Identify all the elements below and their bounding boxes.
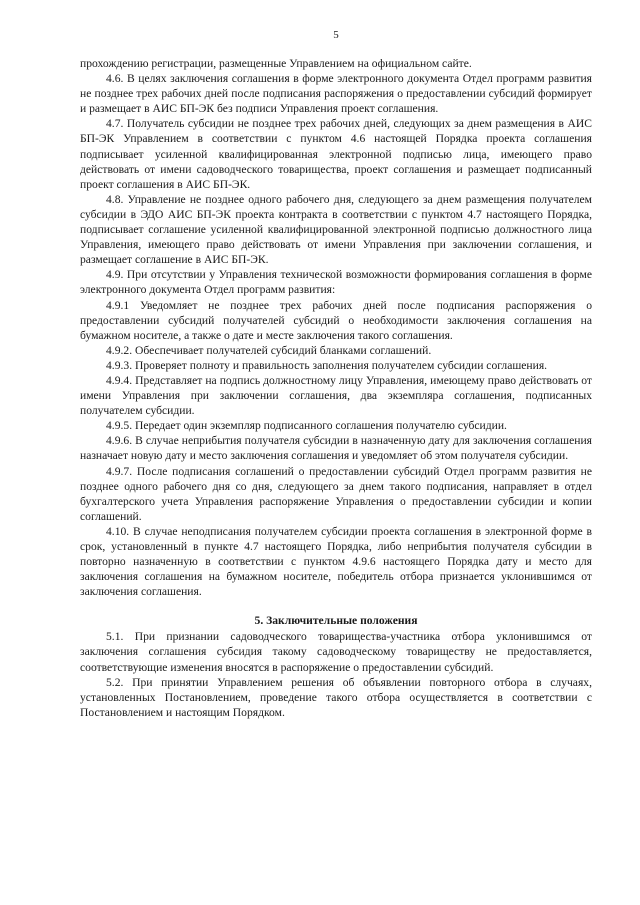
paragraph-4-7: 4.7. Получатель субсидии не позднее трех рабочих дней, следующих за днем размещения в АИС БП-ЭК Управлением в соответствии с пунктом 4.6 настоящей Порядка проекта соглашения подписывает усиленной квалифицированная электронной подписью лица, имеющего право действовать от имени садоводческого товарищества, проект соглашения и размещает подписанный проект соглашения в АИС БП-ЭК. bbox=[80, 117, 592, 191]
page-number: 5 bbox=[333, 29, 339, 41]
paragraph-4-9-7: 4.9.7. После подписания соглашений о предоставлении субсидий Отдел программ развития не позднее одного рабочего дня со дня, следующего за днем такого подписания, направляет в отдел бухгалтерского учета Управления распоряжение Управления о предоставлении субсидии и копии соглашений. bbox=[80, 464, 592, 523]
document-body-bottom bbox=[80, 629, 592, 720]
paragraph-cont: прохождению регистрации, размещенные Управлением на официальном сайте. bbox=[80, 57, 472, 70]
paragraph-4-9-2: 4.9.2. Обеспечивает получателей субсидий бланками соглашений. bbox=[106, 343, 432, 357]
paragraph-4-9-6: 4.9.6. В случае неприбытия получателя субсидии в назначенную дату для заключения соглашения назначает новую дату и место заключения соглашения и уведомляет об этом получателя субсидии. bbox=[80, 434, 592, 463]
section-title: 5. Заключительные положения bbox=[254, 614, 418, 628]
paragraph-4-9-1: 4.9.1 Уведомляет не позднее трех рабочих дней после подписания распоряжения о предоставлении субсидий получателей субсидий о необходимости заключения соглашения на бумажном носителе, а также о дате и месте заключения такого соглашения. bbox=[80, 298, 592, 342]
paragraph-5-1: 5.1. При признании садоводческого товарищества-участника отбора уклонившимся от заключения соглашения субсидия такому садоводческому товариществу не предоставляется, соответствующие изменения вносятся в распоряжение о предоставлении субсидий. bbox=[80, 630, 592, 674]
paragraph-4-9-5: 4.9.5. Передает один экземпляр подписанного соглашения получателю субсидии. bbox=[106, 419, 507, 433]
paragraph-4-9: 4.9. При отсутствии у Управления технической возможности формирования соглашения в форме электронного документа Отдел программ развития: bbox=[80, 268, 592, 297]
paragraph-4-9-3: 4.9.3. Проверяет полноту и правильность заполнения получателем субсидии соглашения. bbox=[106, 358, 548, 372]
paragraph-4-8: 4.8. Управление не позднее одного рабочего дня, следующего за днем размещения получателем субсидии в ЭДО АИС БП-ЭК проекта контракта в соответствии с пунктом 4.7 настоящего Порядка, подписывает соглашение усиленной квалифицированной электронной подписью должностного лица Управления, имеющего право действовать от имени Управления при заключении соглашения, и размещает соглашение в АИС БП-ЭК. bbox=[80, 192, 592, 267]
paragraph-4-6: 4.6. В целях заключения соглашения в форме электронного документа Отдел программ развития не позднее трех рабочих дней после подписания распоряжения о предоставлении субсидий формирует и размещает в АИС БП-ЭК без подписи Управления проект соглашения. bbox=[80, 72, 592, 116]
paragraph-4-9-4: 4.9.4. Представляет на подпись должностному лицу Управления, имеющему право действовать от имени Управления при заключении соглашения, два экземпляра соглашения, подписанных получателем субсидии. bbox=[80, 373, 592, 418]
paragraph-5-2: 5.2. При принятии Управлением решения об объявлении повторного отбора в случаях, установленных Постановлением, проведение такого отбора осуществляется в соответствии с Постановлением и настоящим Порядком. bbox=[80, 675, 592, 719]
paragraph-4-10: 4.10. В случае неподписания получателем субсидии проекта соглашения в электронной форме в срок, установленный в пункте 4.7 настоящего Порядка, либо неприбытия получателя субсидии в повторно назначенную в соответствии с пунктом 4.9.6 настоящего Порядка дату и место для заключения соглашения на бумажном носителе, победитель отбора признается уклонившимся от заключения соглашения. bbox=[80, 524, 592, 599]
document-body-top bbox=[80, 56, 592, 599]
